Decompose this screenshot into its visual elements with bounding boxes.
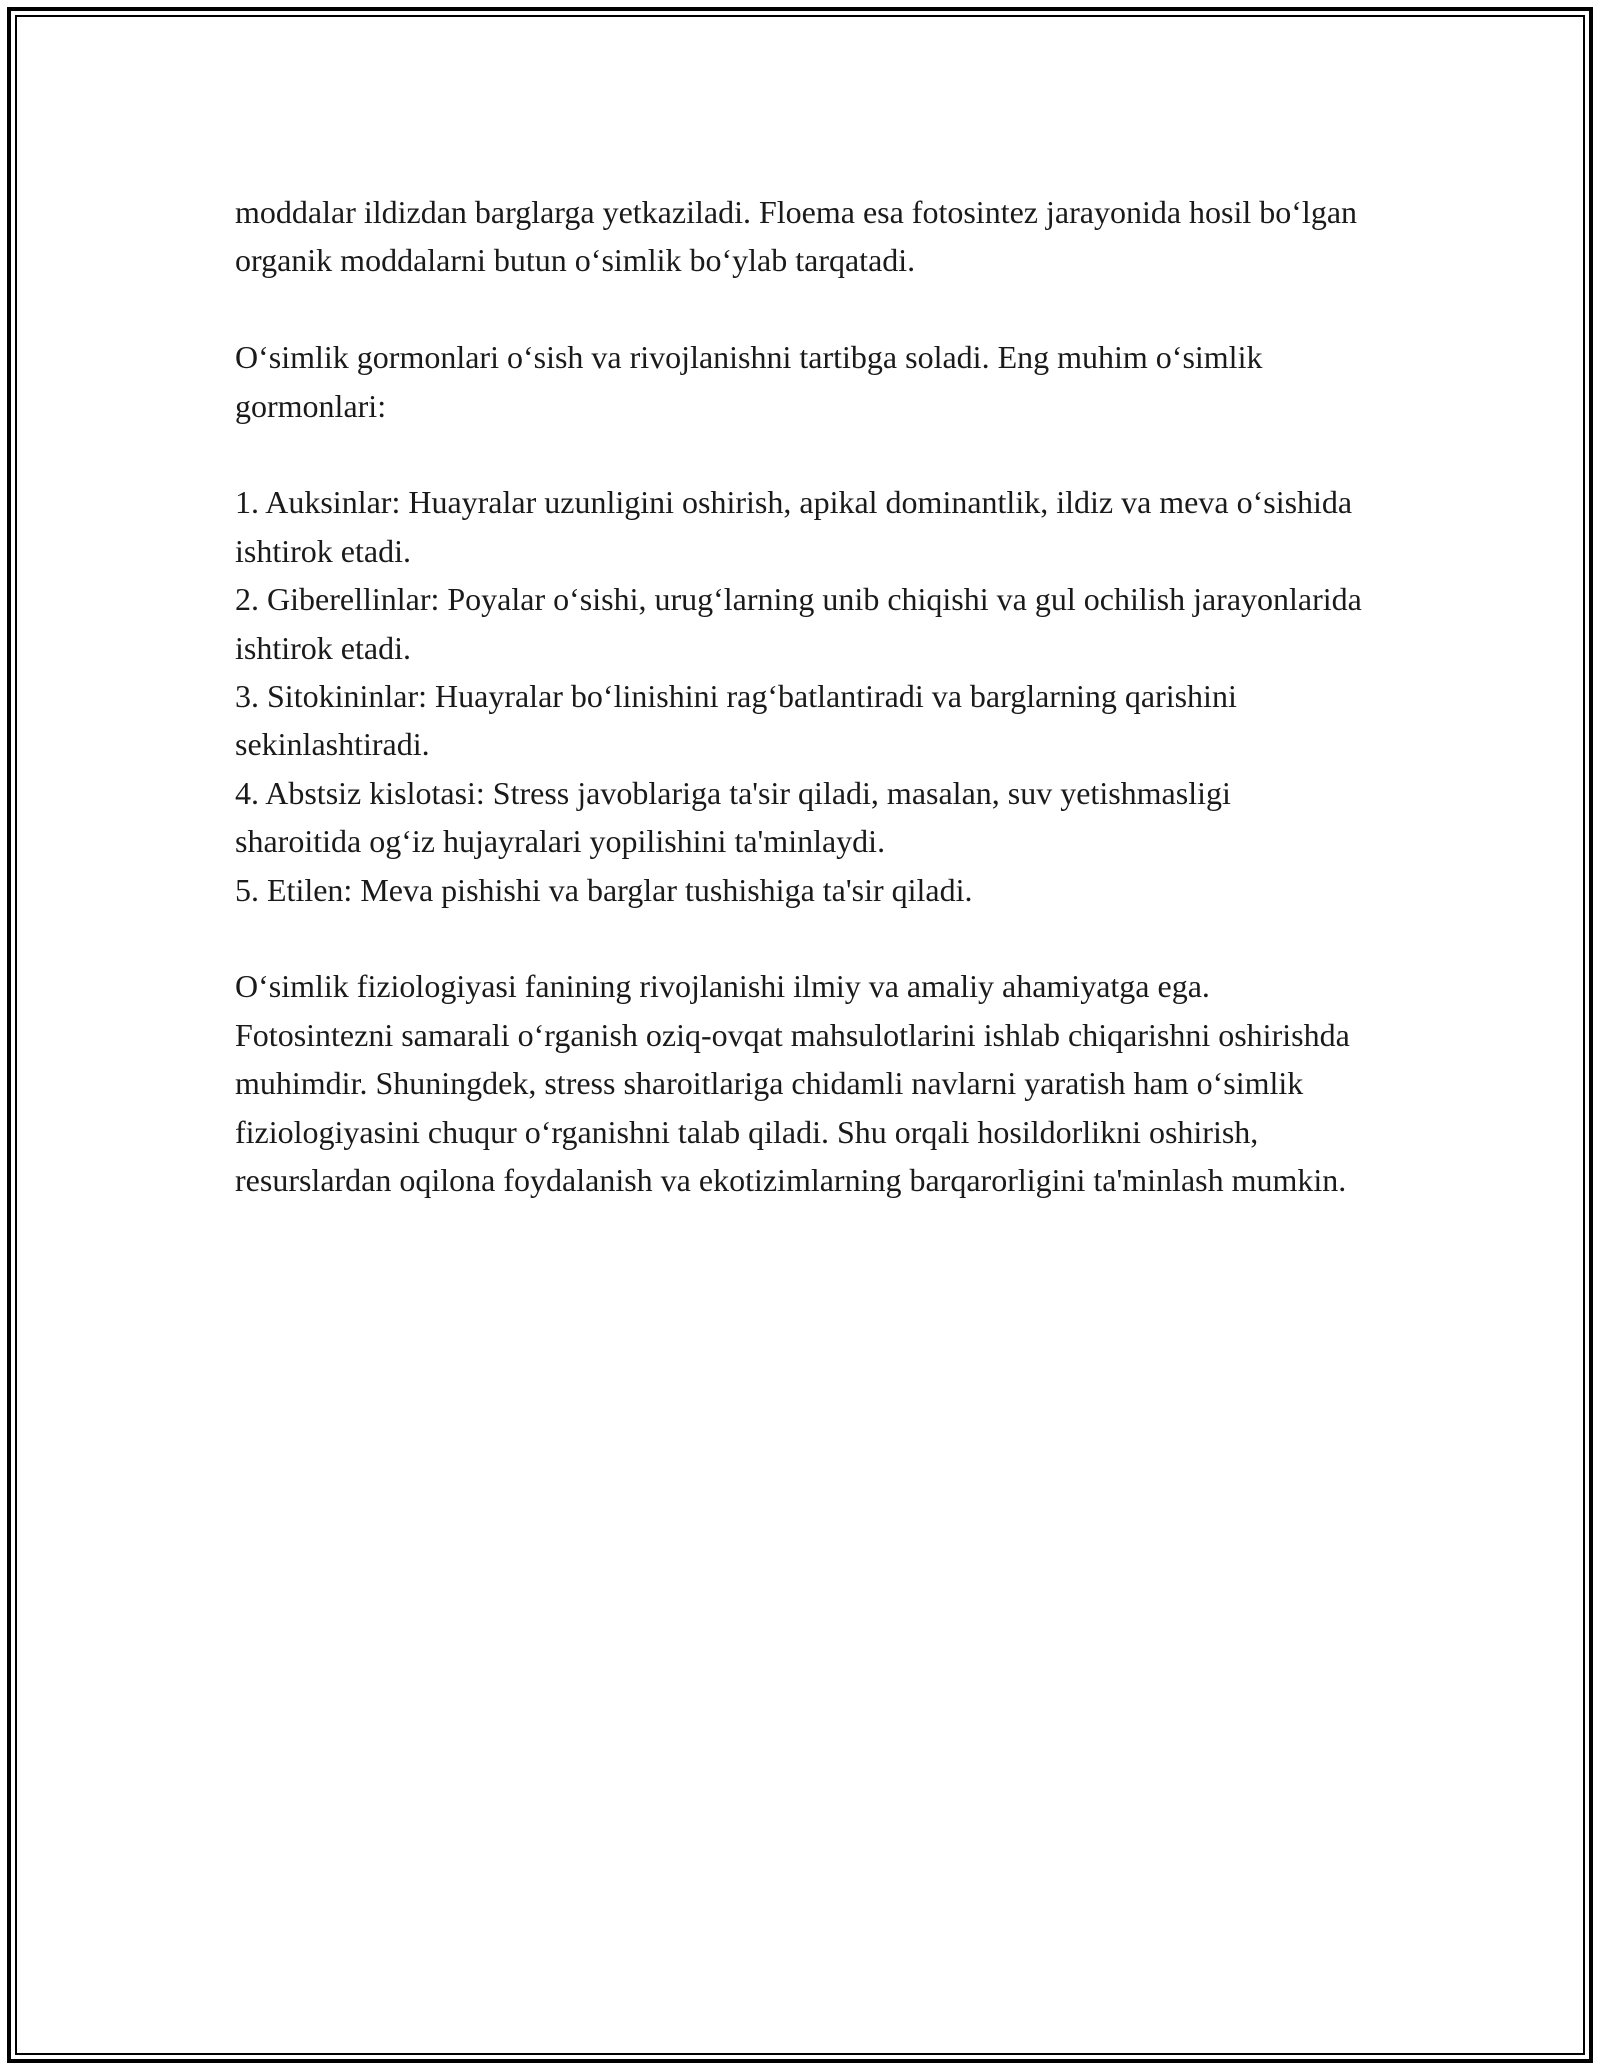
list-item: 5. Etilen: Meva pishishi va barglar tushishiga ta'sir qiladi. [235, 871, 973, 908]
hormone-list [235, 478, 1365, 914]
list-item: 1. Auksinlar: Huayralar uzunligini oshirish, apikal dominantlik, ildiz va meva o‘sishida ishtirok etadi. [235, 484, 1353, 569]
paragraph-spacer [235, 914, 1365, 962]
paragraph-xylem-phloem: moddalar ildizdan barglarga yetkaziladi. Floema esa fotosintez jarayonida hosil bo‘lgan organik moddalarni butun o‘simlik bo‘ylab tarqatadi. [235, 194, 1358, 279]
list-item: 2. Giberellinlar: Poyalar o‘sishi, urug‘larning unib chiqishi va gul ochilish jarayonlarida ishtirok etadi. [235, 581, 1362, 666]
paragraph-spacer [235, 430, 1365, 478]
list-item: 4. Abstsiz kislotasi: Stress javoblariga ta'sir qiladi, masalan, suv yetishmasligi sharoitida og‘iz hujayralari yopilishini ta'minlaydi. [235, 774, 1231, 860]
document-body [235, 188, 1365, 1204]
paragraph-hormones-intro: O‘simlik gormonlari o‘sish va rivojlanishni tartibga soladi. Eng muhim o‘simlik gormonlari: [235, 339, 1263, 424]
paragraph-spacer [235, 285, 1365, 333]
paragraph-conclusion: O‘simlik fiziologiyasi fanining rivojlanishi ilmiy va amaliy ahamiyatga ega. Fotosintezni samarali o‘rganish oziq-ovqat mahsulotlarini ishlab chiqarishni oshirishda muhimdir. Shuningdek, stress sharoitlariga chidamli navlarni yaratish ham o‘simlik fiziologiyasini chuqur o‘rganishni talab qiladi. Shu orqali hosildorlikni oshirish, resurslardan oqilona foydalanish va ekotizimlarning barqarorligini ta'minlash mumkin. [235, 968, 1350, 1199]
list-item: 3. Sitokininlar: Huayralar bo‘linishini rag‘batlantiradi va barglarning qarishini sekinlashtiradi. [235, 678, 1237, 763]
